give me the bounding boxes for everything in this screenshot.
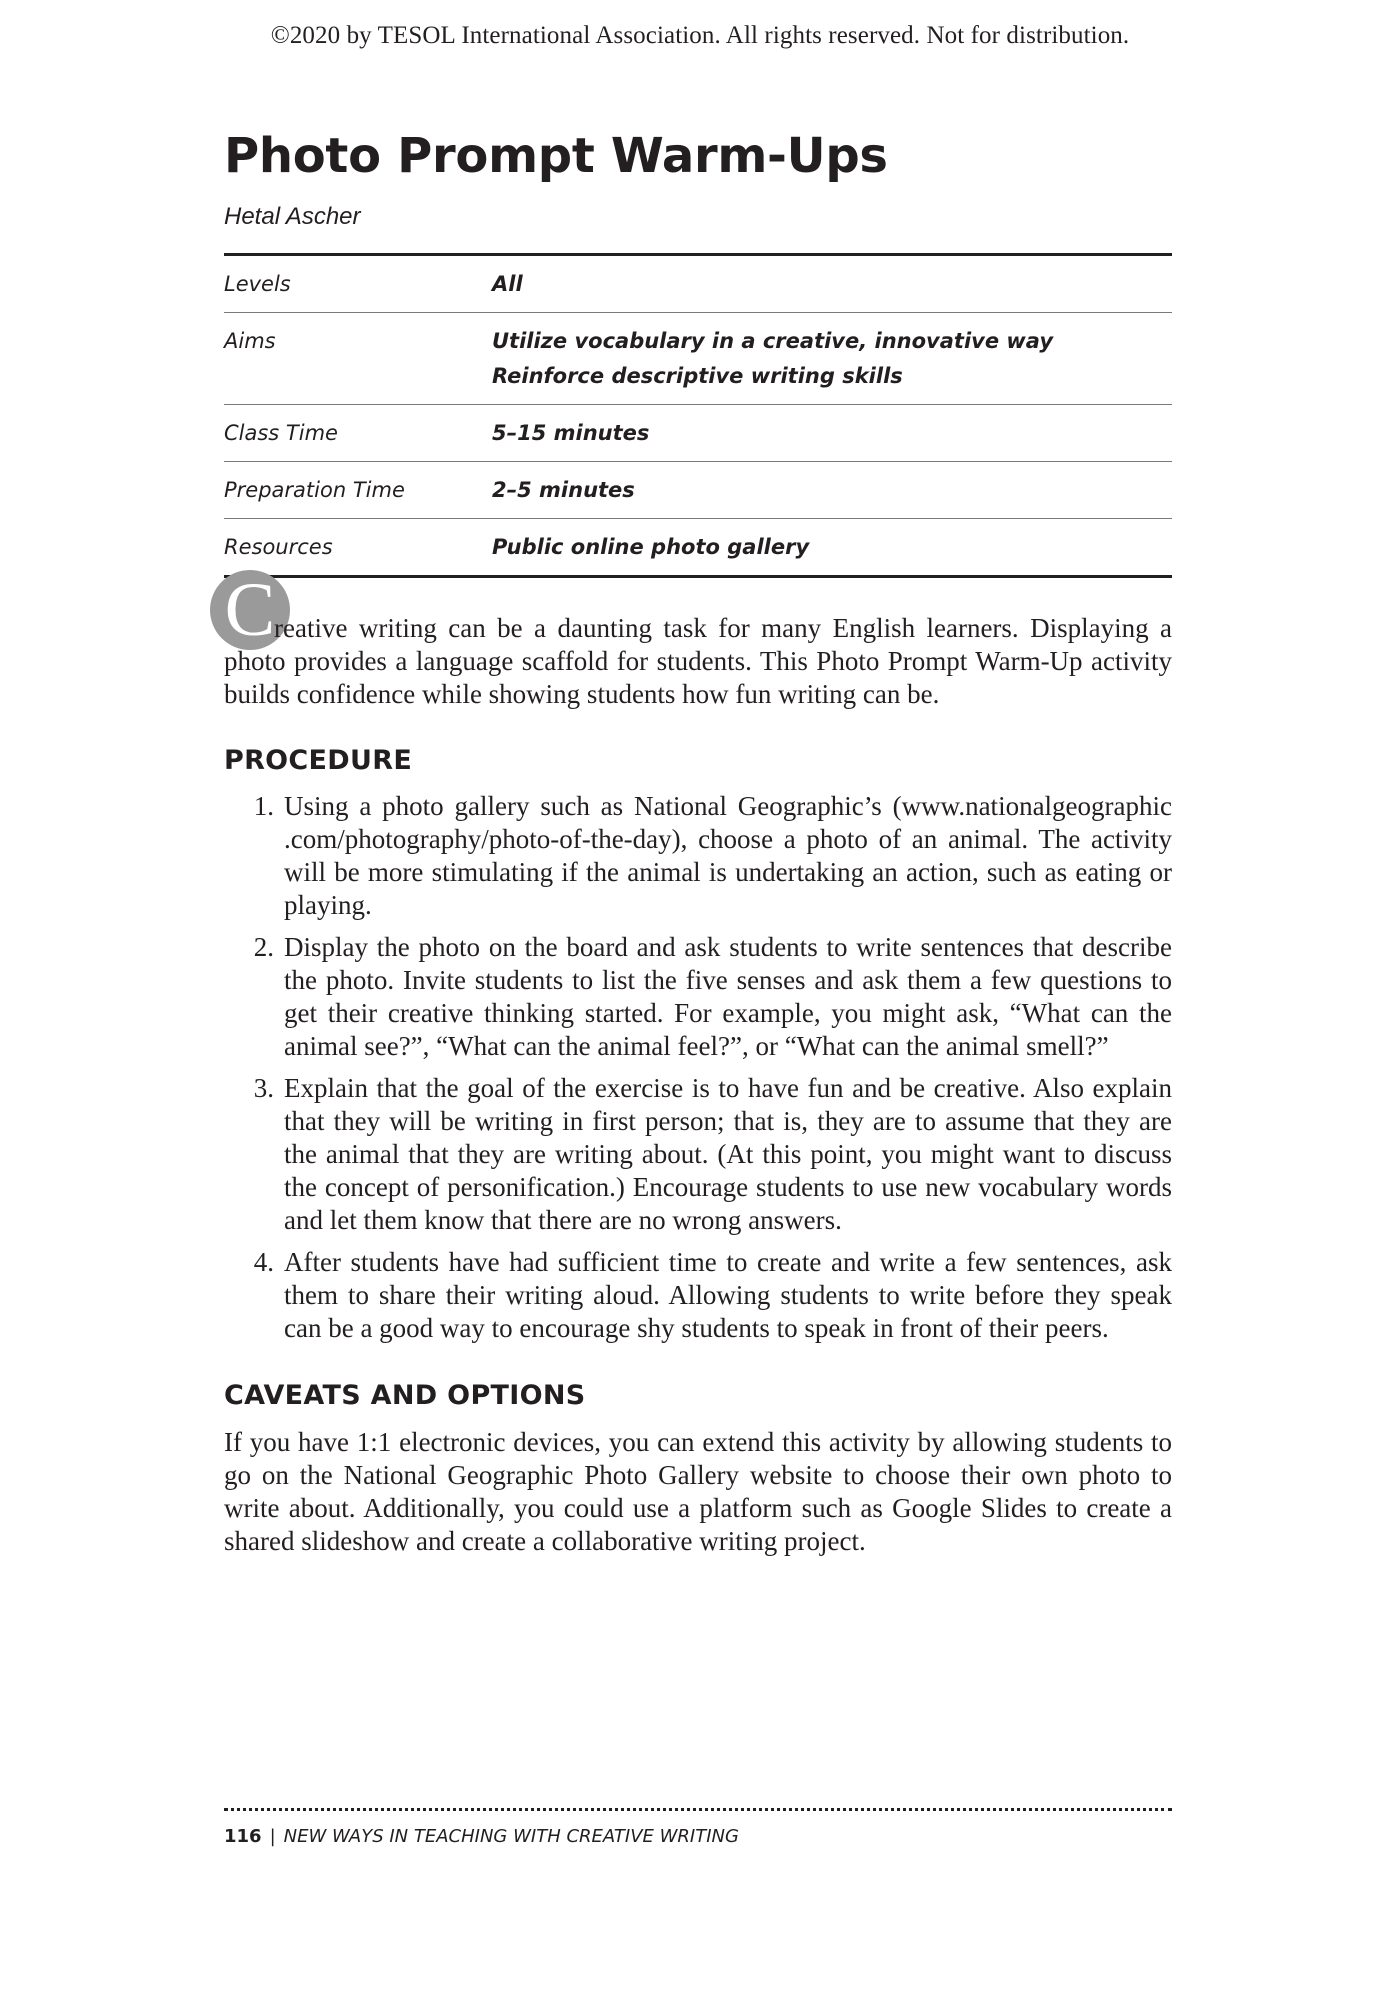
step-number: 4. bbox=[253, 1247, 274, 1277]
procedure-step bbox=[224, 790, 1172, 922]
author-name: Hetal Ascher bbox=[224, 203, 361, 230]
procedure-step bbox=[224, 931, 1172, 1063]
step-number: 2. bbox=[253, 932, 274, 962]
meta-label: Aims bbox=[224, 329, 276, 353]
meta-value-line: Utilize vocabulary in a creative, innovative way bbox=[492, 329, 1054, 353]
procedure-step bbox=[224, 1072, 1172, 1237]
drop-cap: C bbox=[210, 570, 290, 650]
meta-row-resources bbox=[224, 518, 1172, 575]
page-footer bbox=[224, 1826, 739, 1847]
caveats-paragraph: If you have 1:1 electronic devices, you can extend this activity by allowing students to go on the National Geographic Photo Gallery website to choose their own photo to write about. Additionally, you could use a platform such as Google Slides to create a shared slideshow and create a collaborative writing project. bbox=[224, 1427, 1172, 1556]
meta-label: Resources bbox=[224, 535, 333, 559]
footer-divider bbox=[224, 1808, 1172, 1811]
meta-value bbox=[492, 416, 1172, 451]
step-text: After students have had sufficient time to create and write a few sentences, ask them to share their writing aloud. Allowing students to write before they speak can be a good way to encourage shy students to speak in front of their peers. bbox=[284, 1247, 1172, 1343]
procedure-step bbox=[224, 1246, 1172, 1345]
activity-info-table bbox=[224, 253, 1172, 578]
meta-value-line: 5–15 minutes bbox=[492, 421, 650, 445]
meta-label: Levels bbox=[224, 272, 291, 296]
procedure-steps bbox=[224, 790, 1172, 1354]
meta-row-aims bbox=[224, 312, 1172, 404]
step-text: Explain that the goal of the exercise is to have fun and be creative. Also explain that they will be writing in first person; that is, they are to assume that they are the animal that they are writing about. (At this point, you might want to discuss the concept of personification.) Encourage students to use new vocabulary words and let them know that there are no wrong answers. bbox=[284, 1073, 1172, 1235]
step-number: 3. bbox=[253, 1073, 274, 1103]
meta-value bbox=[492, 473, 1172, 508]
meta-value bbox=[492, 324, 1172, 394]
meta-value-line: All bbox=[492, 272, 523, 296]
page-title: Photo Prompt Warm-Ups bbox=[224, 128, 888, 184]
procedure-heading: PROCEDURE bbox=[224, 745, 413, 776]
footer-separator: | bbox=[269, 1826, 276, 1847]
meta-value-line: Reinforce descriptive writing skills bbox=[492, 364, 903, 388]
intro-paragraph: reative writing can be a daunting task for many English learners. Displaying a photo provides a language scaffold for students. This Photo Prompt Warm-Up activity builds confidence while showing students how fun writing can be. bbox=[224, 613, 1172, 709]
meta-value bbox=[492, 530, 1172, 565]
meta-label: Class Time bbox=[224, 421, 338, 445]
step-text: Display the photo on the board and ask students to write sentences that describe the photo. Invite students to list the five senses and ask them a few questions to get their creative thinking started. For example, you might ask, “What can the animal see?”, “What can the animal feel?”, or “What can the animal smell?” bbox=[284, 932, 1172, 1061]
meta-value-line: Public online photo gallery bbox=[492, 535, 810, 559]
meta-row-class-time bbox=[224, 404, 1172, 461]
meta-label: Preparation Time bbox=[224, 478, 405, 502]
book-title: NEW WAYS IN TEACHING WITH CREATIVE WRITING bbox=[283, 1826, 739, 1847]
meta-row-preparation-time bbox=[224, 461, 1172, 518]
copyright-notice: ©2020 by TESOL International Association. All rights reserved. Not for distribution. bbox=[270, 22, 1130, 49]
step-text: Using a photo gallery such as National Geographic’s (www.nationalgeographic .com/photography/photo-of-the-day), choose a photo of an animal. The activity will be more stimulating if the animal is undertaking an action, such as eating or playing. bbox=[284, 791, 1172, 920]
page-number: 116 bbox=[224, 1826, 262, 1847]
meta-value-line: 2–5 minutes bbox=[492, 478, 635, 502]
step-number: 1. bbox=[253, 791, 274, 821]
meta-row-levels bbox=[224, 256, 1172, 312]
meta-value bbox=[492, 267, 1172, 302]
caveats-heading: CAVEATS AND OPTIONS bbox=[224, 1380, 586, 1411]
